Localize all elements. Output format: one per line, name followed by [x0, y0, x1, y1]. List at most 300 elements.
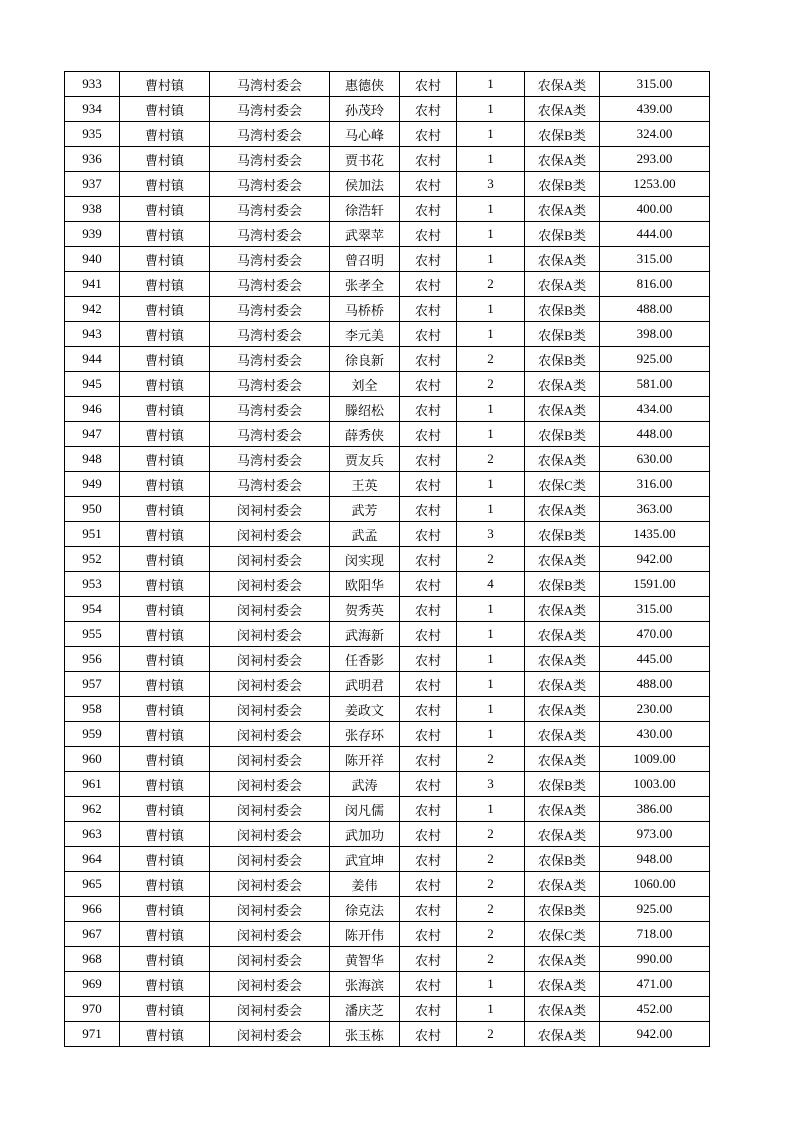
- person-count-cell: 1: [457, 97, 525, 122]
- insurance-category-cell: 农保A类: [525, 397, 600, 422]
- household-type-cell: 农村: [400, 547, 457, 572]
- table-row: [65, 697, 710, 722]
- town-cell: 曹村镇: [120, 722, 210, 747]
- table-row: [65, 472, 710, 497]
- amount-cell: 973.00: [600, 822, 710, 847]
- person-name-cell: 武涛: [330, 772, 400, 797]
- amount-cell: 1009.00: [600, 747, 710, 772]
- village-committee-cell: 闵祠村委会: [210, 697, 330, 722]
- serial-number-cell: 943: [65, 322, 120, 347]
- household-type-cell: 农村: [400, 1022, 457, 1047]
- household-type-cell: 农村: [400, 622, 457, 647]
- insurance-category-cell: 农保B类: [525, 422, 600, 447]
- person-name-cell: 武翠苹: [330, 222, 400, 247]
- town-cell: 曹村镇: [120, 272, 210, 297]
- insurance-category-cell: 农保A类: [525, 72, 600, 97]
- table-row: [65, 272, 710, 297]
- village-committee-cell: 闵祠村委会: [210, 897, 330, 922]
- serial-number-cell: 960: [65, 747, 120, 772]
- table-row: [65, 147, 710, 172]
- village-committee-cell: 闵祠村委会: [210, 647, 330, 672]
- person-name-cell: 张玉栋: [330, 1022, 400, 1047]
- person-name-cell: 贾友兵: [330, 447, 400, 472]
- table-row: [65, 872, 710, 897]
- person-name-cell: 武宜坤: [330, 847, 400, 872]
- village-committee-cell: 闵祠村委会: [210, 872, 330, 897]
- amount-cell: 430.00: [600, 722, 710, 747]
- table-row: [65, 897, 710, 922]
- serial-number-cell: 970: [65, 997, 120, 1022]
- table-row: [65, 622, 710, 647]
- village-committee-cell: 闵祠村委会: [210, 1022, 330, 1047]
- town-cell: 曹村镇: [120, 247, 210, 272]
- insurance-category-cell: 农保A类: [525, 647, 600, 672]
- household-type-cell: 农村: [400, 297, 457, 322]
- table-row: [65, 772, 710, 797]
- serial-number-cell: 957: [65, 672, 120, 697]
- person-count-cell: 1: [457, 597, 525, 622]
- serial-number-cell: 969: [65, 972, 120, 997]
- person-count-cell: 1: [457, 697, 525, 722]
- household-type-cell: 农村: [400, 322, 457, 347]
- person-name-cell: 闵实现: [330, 547, 400, 572]
- table-row: [65, 447, 710, 472]
- person-count-cell: 1: [457, 672, 525, 697]
- person-count-cell: 3: [457, 522, 525, 547]
- insurance-category-cell: 农保A类: [525, 697, 600, 722]
- insurance-category-cell: 农保A类: [525, 822, 600, 847]
- serial-number-cell: 942: [65, 297, 120, 322]
- person-name-cell: 徐克法: [330, 897, 400, 922]
- insurance-category-cell: 农保A类: [525, 722, 600, 747]
- village-committee-cell: 马湾村委会: [210, 447, 330, 472]
- town-cell: 曹村镇: [120, 847, 210, 872]
- person-name-cell: 姜伟: [330, 872, 400, 897]
- village-committee-cell: 马湾村委会: [210, 372, 330, 397]
- amount-cell: 942.00: [600, 547, 710, 572]
- household-type-cell: 农村: [400, 222, 457, 247]
- town-cell: 曹村镇: [120, 422, 210, 447]
- village-committee-cell: 马湾村委会: [210, 247, 330, 272]
- person-name-cell: 武芳: [330, 497, 400, 522]
- insurance-category-cell: 农保A类: [525, 197, 600, 222]
- amount-cell: 324.00: [600, 122, 710, 147]
- serial-number-cell: 964: [65, 847, 120, 872]
- amount-cell: 925.00: [600, 347, 710, 372]
- insurance-category-cell: 农保A类: [525, 547, 600, 572]
- household-type-cell: 农村: [400, 722, 457, 747]
- household-type-cell: 农村: [400, 872, 457, 897]
- serial-number-cell: 967: [65, 922, 120, 947]
- insurance-category-cell: 农保A类: [525, 272, 600, 297]
- person-count-cell: 2: [457, 547, 525, 572]
- serial-number-cell: 968: [65, 947, 120, 972]
- household-type-cell: 农村: [400, 197, 457, 222]
- person-name-cell: 徐良新: [330, 347, 400, 372]
- amount-cell: 400.00: [600, 197, 710, 222]
- table-row: [65, 72, 710, 97]
- table-row: [65, 722, 710, 747]
- amount-cell: 1253.00: [600, 172, 710, 197]
- town-cell: 曹村镇: [120, 72, 210, 97]
- household-type-cell: 农村: [400, 747, 457, 772]
- town-cell: 曹村镇: [120, 922, 210, 947]
- serial-number-cell: 933: [65, 72, 120, 97]
- person-name-cell: 孙茂玲: [330, 97, 400, 122]
- household-type-cell: 农村: [400, 247, 457, 272]
- amount-cell: 1591.00: [600, 572, 710, 597]
- village-committee-cell: 闵祠村委会: [210, 847, 330, 872]
- insurance-category-cell: 农保B类: [525, 847, 600, 872]
- town-cell: 曹村镇: [120, 322, 210, 347]
- insurance-category-cell: 农保A类: [525, 997, 600, 1022]
- serial-number-cell: 962: [65, 797, 120, 822]
- person-count-cell: 1: [457, 722, 525, 747]
- village-committee-cell: 闵祠村委会: [210, 997, 330, 1022]
- town-cell: 曹村镇: [120, 172, 210, 197]
- person-count-cell: 2: [457, 897, 525, 922]
- town-cell: 曹村镇: [120, 972, 210, 997]
- village-committee-cell: 闵祠村委会: [210, 547, 330, 572]
- insurance-category-cell: 农保B类: [525, 347, 600, 372]
- town-cell: 曹村镇: [120, 97, 210, 122]
- household-type-cell: 农村: [400, 647, 457, 672]
- table-row: [65, 547, 710, 572]
- serial-number-cell: 948: [65, 447, 120, 472]
- amount-cell: 471.00: [600, 972, 710, 997]
- table-row: [65, 672, 710, 697]
- village-committee-cell: 马湾村委会: [210, 172, 330, 197]
- village-committee-cell: 闵祠村委会: [210, 972, 330, 997]
- table-row: [65, 297, 710, 322]
- person-count-cell: 1: [457, 397, 525, 422]
- household-type-cell: 农村: [400, 97, 457, 122]
- serial-number-cell: 939: [65, 222, 120, 247]
- table-row: [65, 247, 710, 272]
- household-type-cell: 农村: [400, 472, 457, 497]
- amount-cell: 925.00: [600, 897, 710, 922]
- town-cell: 曹村镇: [120, 372, 210, 397]
- amount-cell: 445.00: [600, 647, 710, 672]
- table-row: [65, 972, 710, 997]
- insurance-category-cell: 农保B类: [525, 772, 600, 797]
- amount-cell: 444.00: [600, 222, 710, 247]
- insurance-category-cell: 农保A类: [525, 797, 600, 822]
- table-body: [65, 72, 710, 1047]
- table-row: [65, 122, 710, 147]
- village-committee-cell: 闵祠村委会: [210, 747, 330, 772]
- amount-cell: 816.00: [600, 272, 710, 297]
- person-name-cell: 武海新: [330, 622, 400, 647]
- person-count-cell: 2: [457, 872, 525, 897]
- person-count-cell: 2: [457, 347, 525, 372]
- person-count-cell: 3: [457, 172, 525, 197]
- insurance-category-cell: 农保A类: [525, 747, 600, 772]
- person-name-cell: 闵凡儒: [330, 797, 400, 822]
- table-row: [65, 197, 710, 222]
- insurance-category-cell: 农保A类: [525, 672, 600, 697]
- table-row: [65, 847, 710, 872]
- person-count-cell: 1: [457, 297, 525, 322]
- person-count-cell: 1: [457, 422, 525, 447]
- person-name-cell: 徐浩轩: [330, 197, 400, 222]
- town-cell: 曹村镇: [120, 947, 210, 972]
- serial-number-cell: 944: [65, 347, 120, 372]
- village-committee-cell: 闵祠村委会: [210, 672, 330, 697]
- town-cell: 曹村镇: [120, 497, 210, 522]
- insurance-category-cell: 农保A类: [525, 97, 600, 122]
- town-cell: 曹村镇: [120, 472, 210, 497]
- person-name-cell: 张海滨: [330, 972, 400, 997]
- person-name-cell: 王英: [330, 472, 400, 497]
- serial-number-cell: 966: [65, 897, 120, 922]
- person-name-cell: 惠德侠: [330, 72, 400, 97]
- amount-cell: 488.00: [600, 672, 710, 697]
- person-count-cell: 3: [457, 772, 525, 797]
- household-type-cell: 农村: [400, 572, 457, 597]
- person-count-cell: 1: [457, 147, 525, 172]
- amount-cell: 581.00: [600, 372, 710, 397]
- village-committee-cell: 闵祠村委会: [210, 722, 330, 747]
- person-name-cell: 张存环: [330, 722, 400, 747]
- serial-number-cell: 949: [65, 472, 120, 497]
- village-committee-cell: 闵祠村委会: [210, 522, 330, 547]
- household-type-cell: 农村: [400, 697, 457, 722]
- town-cell: 曹村镇: [120, 747, 210, 772]
- amount-cell: 315.00: [600, 247, 710, 272]
- table-row: [65, 172, 710, 197]
- household-type-cell: 农村: [400, 397, 457, 422]
- town-cell: 曹村镇: [120, 572, 210, 597]
- village-committee-cell: 马湾村委会: [210, 222, 330, 247]
- table-row: [65, 747, 710, 772]
- village-committee-cell: 闵祠村委会: [210, 797, 330, 822]
- town-cell: 曹村镇: [120, 347, 210, 372]
- town-cell: 曹村镇: [120, 622, 210, 647]
- table-row: [65, 372, 710, 397]
- table-row: [65, 322, 710, 347]
- person-name-cell: 薛秀侠: [330, 422, 400, 447]
- table-row: [65, 222, 710, 247]
- insurance-category-cell: 农保A类: [525, 372, 600, 397]
- village-committee-cell: 马湾村委会: [210, 297, 330, 322]
- person-count-cell: 2: [457, 922, 525, 947]
- household-type-cell: 农村: [400, 972, 457, 997]
- serial-number-cell: 945: [65, 372, 120, 397]
- person-count-cell: 1: [457, 997, 525, 1022]
- person-count-cell: 1: [457, 472, 525, 497]
- insurance-category-cell: 农保B类: [525, 222, 600, 247]
- person-name-cell: 贺秀英: [330, 597, 400, 622]
- serial-number-cell: 959: [65, 722, 120, 747]
- village-committee-cell: 闵祠村委会: [210, 772, 330, 797]
- table-row: [65, 947, 710, 972]
- amount-cell: 1003.00: [600, 772, 710, 797]
- amount-cell: 316.00: [600, 472, 710, 497]
- amount-cell: 448.00: [600, 422, 710, 447]
- insurance-category-cell: 农保B类: [525, 122, 600, 147]
- town-cell: 曹村镇: [120, 547, 210, 572]
- amount-cell: 1060.00: [600, 872, 710, 897]
- household-type-cell: 农村: [400, 172, 457, 197]
- insurance-category-cell: 农保A类: [525, 947, 600, 972]
- amount-cell: 315.00: [600, 72, 710, 97]
- table-row: [65, 497, 710, 522]
- village-committee-cell: 马湾村委会: [210, 72, 330, 97]
- serial-number-cell: 935: [65, 122, 120, 147]
- serial-number-cell: 950: [65, 497, 120, 522]
- town-cell: 曹村镇: [120, 522, 210, 547]
- household-type-cell: 农村: [400, 997, 457, 1022]
- person-count-cell: 2: [457, 822, 525, 847]
- serial-number-cell: 938: [65, 197, 120, 222]
- person-count-cell: 2: [457, 947, 525, 972]
- person-count-cell: 1: [457, 247, 525, 272]
- table-row: [65, 647, 710, 672]
- village-committee-cell: 马湾村委会: [210, 97, 330, 122]
- amount-cell: 942.00: [600, 1022, 710, 1047]
- amount-cell: 452.00: [600, 997, 710, 1022]
- serial-number-cell: 940: [65, 247, 120, 272]
- amount-cell: 718.00: [600, 922, 710, 947]
- serial-number-cell: 947: [65, 422, 120, 447]
- household-type-cell: 农村: [400, 672, 457, 697]
- insurance-category-cell: 农保A类: [525, 597, 600, 622]
- serial-number-cell: 941: [65, 272, 120, 297]
- person-name-cell: 曾召明: [330, 247, 400, 272]
- town-cell: 曹村镇: [120, 447, 210, 472]
- insurance-category-cell: 农保B类: [525, 572, 600, 597]
- person-count-cell: 4: [457, 572, 525, 597]
- serial-number-cell: 937: [65, 172, 120, 197]
- table-row: [65, 922, 710, 947]
- person-name-cell: 李元美: [330, 322, 400, 347]
- household-type-cell: 农村: [400, 422, 457, 447]
- table-row: [65, 422, 710, 447]
- person-count-cell: 1: [457, 222, 525, 247]
- table-row: [65, 597, 710, 622]
- household-type-cell: 农村: [400, 272, 457, 297]
- town-cell: 曹村镇: [120, 822, 210, 847]
- table-row: [65, 397, 710, 422]
- village-committee-cell: 马湾村委会: [210, 322, 330, 347]
- town-cell: 曹村镇: [120, 872, 210, 897]
- insurance-category-cell: 农保A类: [525, 147, 600, 172]
- table-row: [65, 797, 710, 822]
- serial-number-cell: 946: [65, 397, 120, 422]
- serial-number-cell: 965: [65, 872, 120, 897]
- person-count-cell: 2: [457, 272, 525, 297]
- person-name-cell: 黄智华: [330, 947, 400, 972]
- insurance-category-cell: 农保A类: [525, 497, 600, 522]
- insurance-category-cell: 农保A类: [525, 447, 600, 472]
- insurance-category-cell: 农保B类: [525, 297, 600, 322]
- table-row: [65, 997, 710, 1022]
- serial-number-cell: 936: [65, 147, 120, 172]
- household-type-cell: 农村: [400, 72, 457, 97]
- town-cell: 曹村镇: [120, 122, 210, 147]
- serial-number-cell: 934: [65, 97, 120, 122]
- serial-number-cell: 956: [65, 647, 120, 672]
- amount-cell: 363.00: [600, 497, 710, 522]
- village-committee-cell: 闵祠村委会: [210, 922, 330, 947]
- person-count-cell: 2: [457, 372, 525, 397]
- household-type-cell: 农村: [400, 772, 457, 797]
- insurance-category-cell: 农保B类: [525, 172, 600, 197]
- village-committee-cell: 闵祠村委会: [210, 822, 330, 847]
- village-committee-cell: 闵祠村委会: [210, 622, 330, 647]
- village-committee-cell: 马湾村委会: [210, 272, 330, 297]
- amount-cell: 230.00: [600, 697, 710, 722]
- person-name-cell: 马桥桥: [330, 297, 400, 322]
- village-committee-cell: 闵祠村委会: [210, 497, 330, 522]
- person-count-cell: 2: [457, 747, 525, 772]
- household-type-cell: 农村: [400, 597, 457, 622]
- town-cell: 曹村镇: [120, 997, 210, 1022]
- person-name-cell: 姜政文: [330, 697, 400, 722]
- amount-cell: 293.00: [600, 147, 710, 172]
- person-name-cell: 陈开祥: [330, 747, 400, 772]
- village-committee-cell: 马湾村委会: [210, 422, 330, 447]
- table-row: [65, 522, 710, 547]
- village-committee-cell: 马湾村委会: [210, 122, 330, 147]
- serial-number-cell: 963: [65, 822, 120, 847]
- insurance-category-cell: 农保A类: [525, 872, 600, 897]
- town-cell: 曹村镇: [120, 222, 210, 247]
- person-name-cell: 马心峰: [330, 122, 400, 147]
- household-type-cell: 农村: [400, 797, 457, 822]
- person-name-cell: 陈开伟: [330, 922, 400, 947]
- amount-cell: 990.00: [600, 947, 710, 972]
- person-name-cell: 贾书花: [330, 147, 400, 172]
- town-cell: 曹村镇: [120, 647, 210, 672]
- table-row: [65, 822, 710, 847]
- town-cell: 曹村镇: [120, 772, 210, 797]
- town-cell: 曹村镇: [120, 697, 210, 722]
- person-count-cell: 2: [457, 447, 525, 472]
- town-cell: 曹村镇: [120, 297, 210, 322]
- serial-number-cell: 952: [65, 547, 120, 572]
- table-row: [65, 347, 710, 372]
- town-cell: 曹村镇: [120, 397, 210, 422]
- household-type-cell: 农村: [400, 922, 457, 947]
- serial-number-cell: 955: [65, 622, 120, 647]
- insurance-category-cell: 农保B类: [525, 897, 600, 922]
- serial-number-cell: 951: [65, 522, 120, 547]
- town-cell: 曹村镇: [120, 197, 210, 222]
- household-type-cell: 农村: [400, 497, 457, 522]
- amount-cell: 948.00: [600, 847, 710, 872]
- town-cell: 曹村镇: [120, 147, 210, 172]
- household-type-cell: 农村: [400, 447, 457, 472]
- village-committee-cell: 马湾村委会: [210, 397, 330, 422]
- insurance-category-cell: 农保C类: [525, 472, 600, 497]
- village-committee-cell: 马湾村委会: [210, 197, 330, 222]
- person-count-cell: 1: [457, 72, 525, 97]
- person-count-cell: 2: [457, 847, 525, 872]
- table-row: [65, 97, 710, 122]
- person-name-cell: 欧阳华: [330, 572, 400, 597]
- person-name-cell: 张孝全: [330, 272, 400, 297]
- insurance-category-cell: 农保B类: [525, 322, 600, 347]
- village-committee-cell: 闵祠村委会: [210, 947, 330, 972]
- household-type-cell: 农村: [400, 897, 457, 922]
- table-row: [65, 572, 710, 597]
- amount-cell: 1435.00: [600, 522, 710, 547]
- household-type-cell: 农村: [400, 947, 457, 972]
- person-count-cell: 1: [457, 497, 525, 522]
- person-count-cell: 1: [457, 122, 525, 147]
